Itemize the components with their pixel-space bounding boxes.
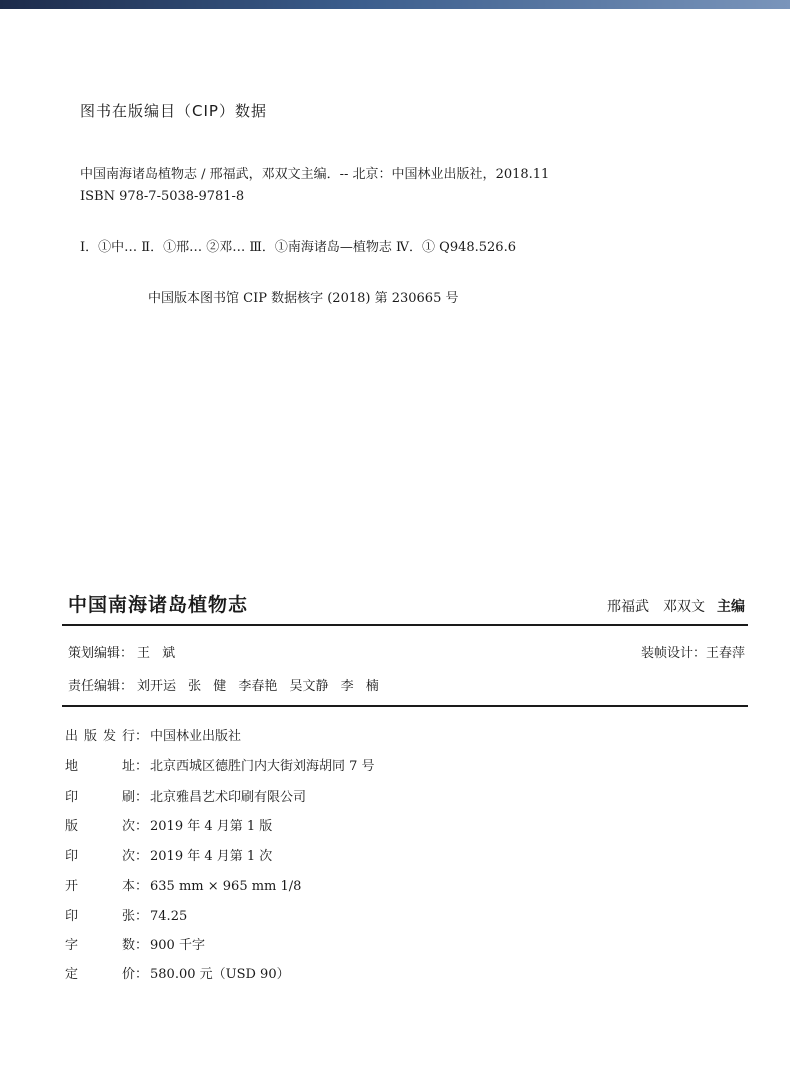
author-name: 邢福武: [607, 599, 649, 615]
publication-value: 北京雅昌艺术印刷有限公司: [150, 790, 307, 805]
publication-value: 74.25: [150, 909, 188, 924]
cip-isbn: ISBN 978-7-5038-9781-8: [80, 189, 245, 204]
author-name: 邓双文: [663, 599, 705, 615]
cip-check-number: 中国版本图书馆 CIP 数据核字 (2018) 第 230665 号: [148, 291, 459, 306]
publication-value: 2019 年 4 月第 1 次: [150, 849, 273, 864]
design-credit: 装帧设计：王春萍: [640, 646, 745, 661]
publication-label: 出版发行: [65, 729, 135, 744]
author-role: 主编: [717, 599, 745, 615]
label-colon: ：: [135, 967, 149, 982]
cip-heading: 图书在版编目（CIP）数据: [80, 102, 267, 120]
publication-label: 印刷: [65, 790, 135, 805]
publication-value: 635 mm × 965 mm 1/8: [150, 879, 302, 894]
responsible-editors-label: 责任编辑：: [68, 679, 134, 694]
top-edge-strip: [0, 0, 790, 9]
publication-value: 580.00 元（USD 90）: [150, 967, 290, 982]
publication-row: [65, 963, 290, 982]
publication-label: 印次: [65, 849, 135, 864]
publication-row: [65, 725, 241, 744]
publication-label: 版次: [65, 819, 135, 834]
cip-record-line: 中国南海诸岛植物志 / 邢福武，邓双文主编．-- 北京：中国林业出版社，2018.11: [80, 167, 550, 182]
publication-value: 900 千字: [150, 938, 205, 953]
publication-value: 中国林业出版社: [150, 729, 242, 744]
publication-label: 地址: [65, 759, 135, 774]
publication-row: [65, 755, 375, 774]
book-title: 中国南海诸岛植物志: [68, 594, 249, 616]
publication-value: 北京西城区德胜门内大街刘海胡同 7 号: [150, 759, 375, 774]
publication-row: [65, 845, 272, 864]
label-colon: ：: [135, 938, 149, 953]
publication-row: [65, 875, 301, 894]
label-colon: ：: [135, 759, 149, 774]
planning-editor-label: 策划编辑：: [68, 646, 134, 661]
publication-row: [65, 815, 272, 834]
title-divider: [62, 624, 748, 626]
cip-classification: Ⅰ．①中… Ⅱ．①邢… ②邓… Ⅲ．①南海诸岛—植物志 Ⅳ．① Q948.526.6: [80, 240, 516, 255]
publication-label: 定价: [65, 967, 135, 982]
publication-label: 印张: [65, 909, 135, 924]
book-authors: [607, 596, 745, 616]
label-colon: ：: [135, 849, 149, 864]
label-colon: ：: [135, 819, 149, 834]
planning-editor-row: [68, 642, 175, 661]
publication-row: [65, 934, 205, 953]
label-colon: ：: [135, 729, 149, 744]
publication-label: 开本: [65, 879, 135, 894]
publication-value: 2019 年 4 月第 1 版: [150, 819, 273, 834]
publication-label: 字数: [65, 938, 135, 953]
publication-row: [65, 905, 187, 924]
label-colon: ：: [135, 790, 149, 805]
responsible-editors-row: [68, 675, 379, 694]
planning-editor-value: 王 斌: [137, 646, 176, 661]
label-colon: ：: [135, 879, 149, 894]
label-colon: ：: [135, 909, 149, 924]
responsible-editors-value: 刘开运 张 健 李春艳 吴文静 李 楠: [137, 679, 379, 694]
staff-divider: [62, 705, 748, 707]
publication-row: [65, 786, 306, 805]
